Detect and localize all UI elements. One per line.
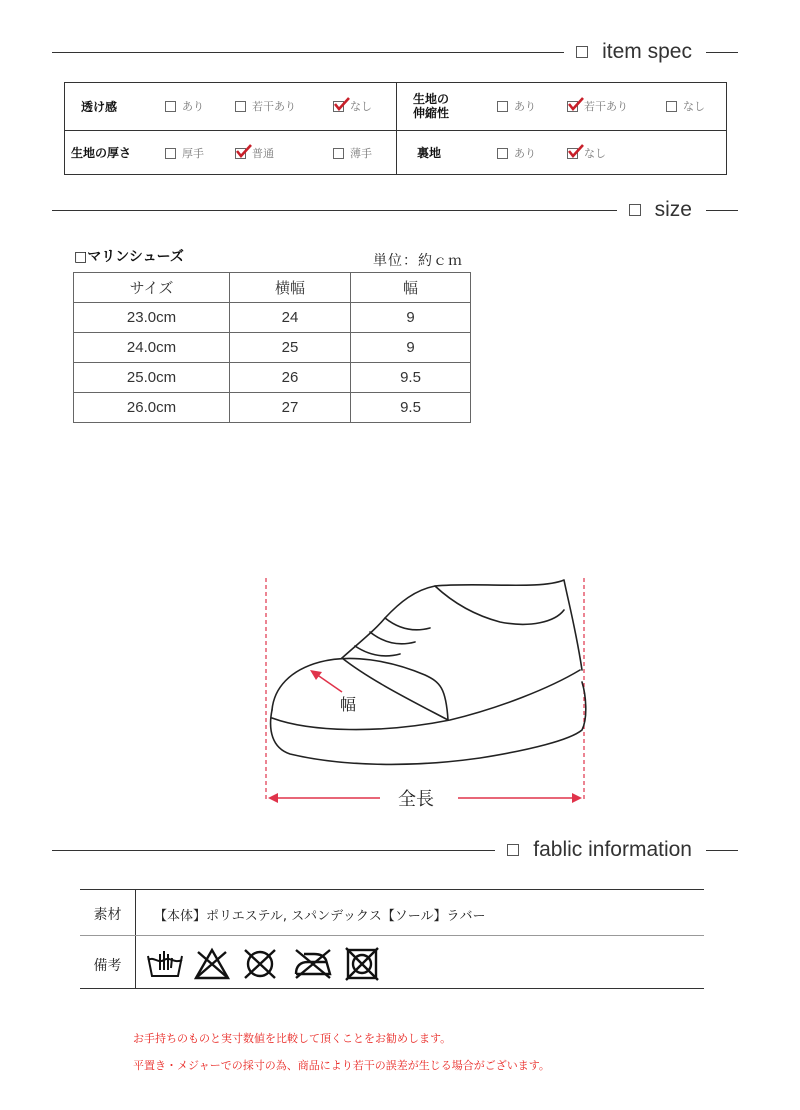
- checkbox-icon: [497, 101, 508, 112]
- option-label: なし: [584, 147, 606, 160]
- spec-label-stretch: 生地の 伸縮性: [413, 92, 450, 120]
- hand-wash-icon: [148, 951, 182, 976]
- checkbox-icon: [165, 148, 176, 159]
- option-label: あり: [182, 100, 204, 113]
- header-cell: 横幅: [230, 273, 351, 303]
- divider-tail: [706, 52, 738, 53]
- spec-option: [333, 98, 372, 114]
- spec-option: [567, 145, 606, 161]
- header-cell: サイズ: [74, 273, 230, 303]
- section-title: [495, 838, 706, 862]
- shoe-diagram: [250, 570, 610, 820]
- square-icon: [576, 46, 588, 58]
- square-icon: [507, 844, 519, 856]
- note-measurement: 平置き・メジャーでの採寸の為、商品により若干の誤差が生じる場合がございます。: [133, 1059, 550, 1072]
- divider-tail: [706, 210, 738, 211]
- table-cell: 24: [230, 303, 351, 333]
- size-header: [52, 195, 738, 225]
- checkbox-icon: [165, 101, 176, 112]
- fabric-row-divider: [80, 935, 704, 936]
- table-cell: 9: [351, 333, 471, 363]
- spec-horizontal-divider: [65, 130, 726, 131]
- width-label: 幅: [340, 695, 357, 714]
- spec-option: [165, 98, 204, 114]
- section-title: [564, 40, 706, 64]
- option-label: 若干あり: [584, 100, 628, 113]
- option-label: あり: [514, 147, 536, 160]
- table-cell: 9: [351, 303, 471, 333]
- checkbox-icon: [497, 148, 508, 159]
- material-value: 【本体】ポリエステル, スパンデックス【ソール】ラバー: [154, 909, 486, 924]
- spec-option: [666, 98, 705, 114]
- spec-label-thickness: 生地の厚さ: [71, 146, 132, 160]
- option-label: 厚手: [182, 147, 204, 160]
- length-label: 全長: [398, 789, 434, 810]
- care-label: 備考: [93, 958, 122, 974]
- unit-label: 単位：約ｃｍ: [373, 253, 463, 269]
- option-label: なし: [350, 100, 372, 113]
- divider-line: [52, 52, 564, 53]
- table-cell: 23.0cm: [74, 303, 230, 333]
- divider-line: [52, 850, 495, 851]
- spec-option: [497, 145, 536, 161]
- table-row: [74, 333, 471, 363]
- option-label: 若干あり: [252, 100, 296, 113]
- spec-label-transparency: 透け感: [81, 100, 118, 114]
- size-table: [73, 272, 471, 423]
- no-tumble-dry-icon: [245, 950, 275, 978]
- length-arrowhead-right: [572, 793, 582, 803]
- option-label: 薄手: [350, 147, 372, 160]
- table-cell: 24.0cm: [74, 333, 230, 363]
- checked-checkbox-icon: [333, 101, 344, 112]
- header-cell: 幅: [351, 273, 471, 303]
- checkbox-icon: [333, 148, 344, 159]
- fabric-vertical-divider: [135, 890, 136, 988]
- spec-option: [165, 145, 204, 161]
- option-label: 普通: [252, 147, 274, 160]
- square-icon: [629, 204, 641, 216]
- table-cell: 25: [230, 333, 351, 363]
- note-compare: お手持ちのものと実寸数値を比較して頂くことをお勧めします。: [133, 1032, 452, 1045]
- no-bleach-icon: [196, 950, 228, 978]
- item-spec-header: [52, 37, 738, 67]
- checked-checkbox-icon: [567, 101, 578, 112]
- table-header-row: [74, 273, 471, 303]
- material-label: 素材: [93, 907, 122, 923]
- no-dry-clean-icon: [346, 948, 378, 980]
- spec-vertical-divider: [396, 83, 397, 174]
- table-cell: 25.0cm: [74, 363, 230, 393]
- table-row: [74, 393, 471, 423]
- divider-tail: [706, 850, 738, 851]
- size-title: size: [654, 198, 692, 221]
- table-cell: 27: [230, 393, 351, 423]
- no-iron-icon: [296, 950, 330, 978]
- care-icons: [144, 946, 404, 982]
- option-label: なし: [683, 100, 705, 113]
- checked-checkbox-icon: [235, 148, 246, 159]
- fabric-table: [80, 889, 704, 989]
- table-cell: 9.5: [351, 393, 471, 423]
- width-arrow: [316, 674, 342, 692]
- checkbox-icon: [666, 101, 677, 112]
- spec-option: [497, 98, 536, 114]
- divider-line: [52, 210, 617, 211]
- spec-option: [235, 98, 296, 114]
- table-cell: 26: [230, 363, 351, 393]
- spec-label-lining: 裏地: [417, 146, 442, 160]
- width-arrowhead: [310, 670, 322, 680]
- table-cell: 26.0cm: [74, 393, 230, 423]
- length-arrowhead-left: [268, 793, 278, 803]
- fabric-header: [52, 835, 738, 865]
- section-title: [617, 198, 706, 222]
- option-label: あり: [514, 100, 536, 113]
- fabric-title: fablic information: [533, 838, 692, 861]
- item-spec-title: item spec: [602, 40, 692, 63]
- spec-table: [64, 82, 727, 175]
- spec-option: [567, 98, 628, 114]
- table-row: [74, 303, 471, 333]
- spec-option: [333, 145, 372, 161]
- size-table-title: □マリンシューズ: [74, 249, 184, 265]
- checked-checkbox-icon: [567, 148, 578, 159]
- table-row: [74, 363, 471, 393]
- spec-option: [235, 145, 274, 161]
- table-cell: 9.5: [351, 363, 471, 393]
- checkbox-icon: [235, 101, 246, 112]
